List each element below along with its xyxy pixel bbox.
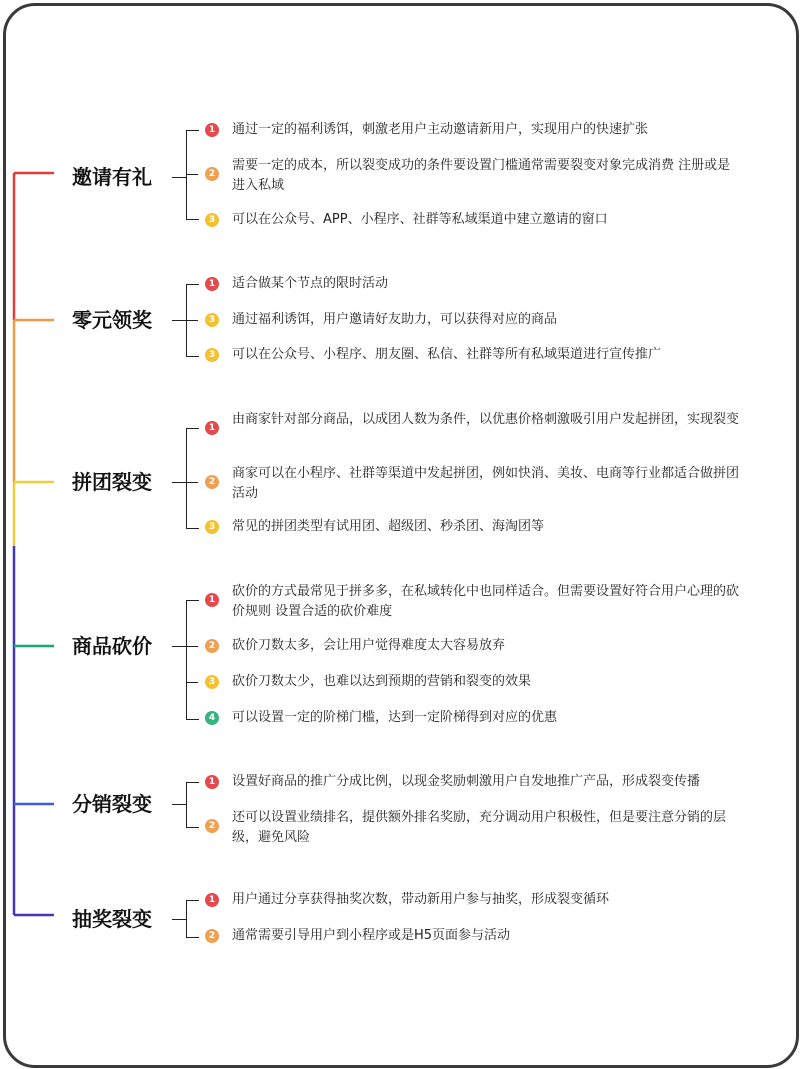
item-text: 通常需要引导用户到小程序或是H5页面参与活动 <box>232 928 511 943</box>
connector <box>172 320 186 321</box>
connector <box>172 177 186 178</box>
topic-title: 邀请有礼 <box>72 165 152 189</box>
topic-title: 分销裂变 <box>72 792 152 816</box>
item-text: 常见的拼团类型有试用团、超级团、秒杀团、海淘团等 <box>232 519 545 534</box>
topic-title: 零元领奖 <box>72 308 152 332</box>
item-text: 可以在公众号、APP、小程序、社群等私域渠道中建立邀请的窗口 <box>232 212 608 227</box>
item-text: 砍价刀数太多，会让用户觉得难度太大容易放弃 <box>232 638 506 653</box>
topic-title: 商品砍价 <box>72 634 152 658</box>
number-badge: 1 <box>205 123 219 137</box>
item-text: 可以设置一定的阶梯门槛，达到一定阶梯得到对应的优惠 <box>232 710 558 725</box>
item-text: 商家可以在小程序、社群等渠道中发起拼团，例如快消、美妆、电商等行业都适合做拼团活动 <box>232 466 740 501</box>
number-badge: 1 <box>205 775 219 789</box>
item-text: 需要一定的成本，所以裂变成功的条件要设置门槛通常需要裂变对象完成消费 注册或是进入私域 <box>232 158 731 193</box>
connector <box>172 646 186 647</box>
item-text: 用户通过分享获得抽奖次数，带动新用户参与抽奖，形成裂变循环 <box>232 892 610 907</box>
number-badge: 1 <box>205 593 219 607</box>
item-text: 通过福利诱饵，用户邀请好友助力，可以获得对应的商品 <box>232 312 558 327</box>
item-text: 砍价的方式最常见于拼多多，在私域转化中也同样适合。但需要设置好符合用户心理的砍价规则 设置合适的砍价难度 <box>232 584 740 619</box>
item-text: 可以在公众号、小程序、朋友圈、私信、社群等所有私域渠道进行宣传推广 <box>232 347 662 362</box>
number-badge: 2 <box>205 475 219 489</box>
number-badge: 1 <box>205 277 219 291</box>
number-badge: 3 <box>205 313 219 327</box>
connector-tick <box>187 646 198 647</box>
connector-tick <box>187 482 198 483</box>
connector <box>172 919 186 920</box>
number-badge: 2 <box>205 929 219 943</box>
item-bracket <box>186 600 199 720</box>
topic-title: 拼团裂变 <box>72 470 152 494</box>
number-badge: 2 <box>205 819 219 833</box>
item-text: 还可以设置业绩排名，提供额外排名奖励，充分调动用户积极性，但是要注意分销的层级，避免风险 <box>232 810 727 845</box>
number-badge: 3 <box>205 348 219 362</box>
number-badge: 3 <box>205 520 219 534</box>
connector-tick <box>187 320 198 321</box>
item-bracket <box>186 900 199 938</box>
connector <box>172 482 186 483</box>
item-text: 设置好商品的推广分成比例，以现金奖励刺激用户自发地推广产品，形成裂变传播 <box>232 774 701 789</box>
item-text: 通过一定的福利诱饵，刺激老用户主动邀请新用户，实现用户的快速扩张 <box>232 122 649 137</box>
item-bracket <box>186 130 199 220</box>
item-text: 适合做某个节点的限时活动 <box>232 276 389 291</box>
number-badge: 4 <box>205 711 219 725</box>
connector-tick <box>187 174 198 175</box>
connector-tick <box>187 682 198 683</box>
topic-title: 抽奖裂变 <box>72 907 152 931</box>
number-badge: 1 <box>205 893 219 907</box>
item-bracket <box>186 782 199 828</box>
connector <box>172 804 186 805</box>
number-badge: 3 <box>205 213 219 227</box>
number-badge: 1 <box>205 421 219 435</box>
item-bracket <box>186 428 199 529</box>
item-text: 由商家针对部分商品，以成团人数为条件，以优惠价格刺激吸引用户发起拼团，实现裂变 <box>232 412 740 427</box>
item-text: 砍价刀数太少，也难以达到预期的营销和裂变的效果 <box>232 674 532 689</box>
number-badge: 3 <box>205 675 219 689</box>
number-badge: 2 <box>205 639 219 653</box>
number-badge: 2 <box>205 167 219 181</box>
